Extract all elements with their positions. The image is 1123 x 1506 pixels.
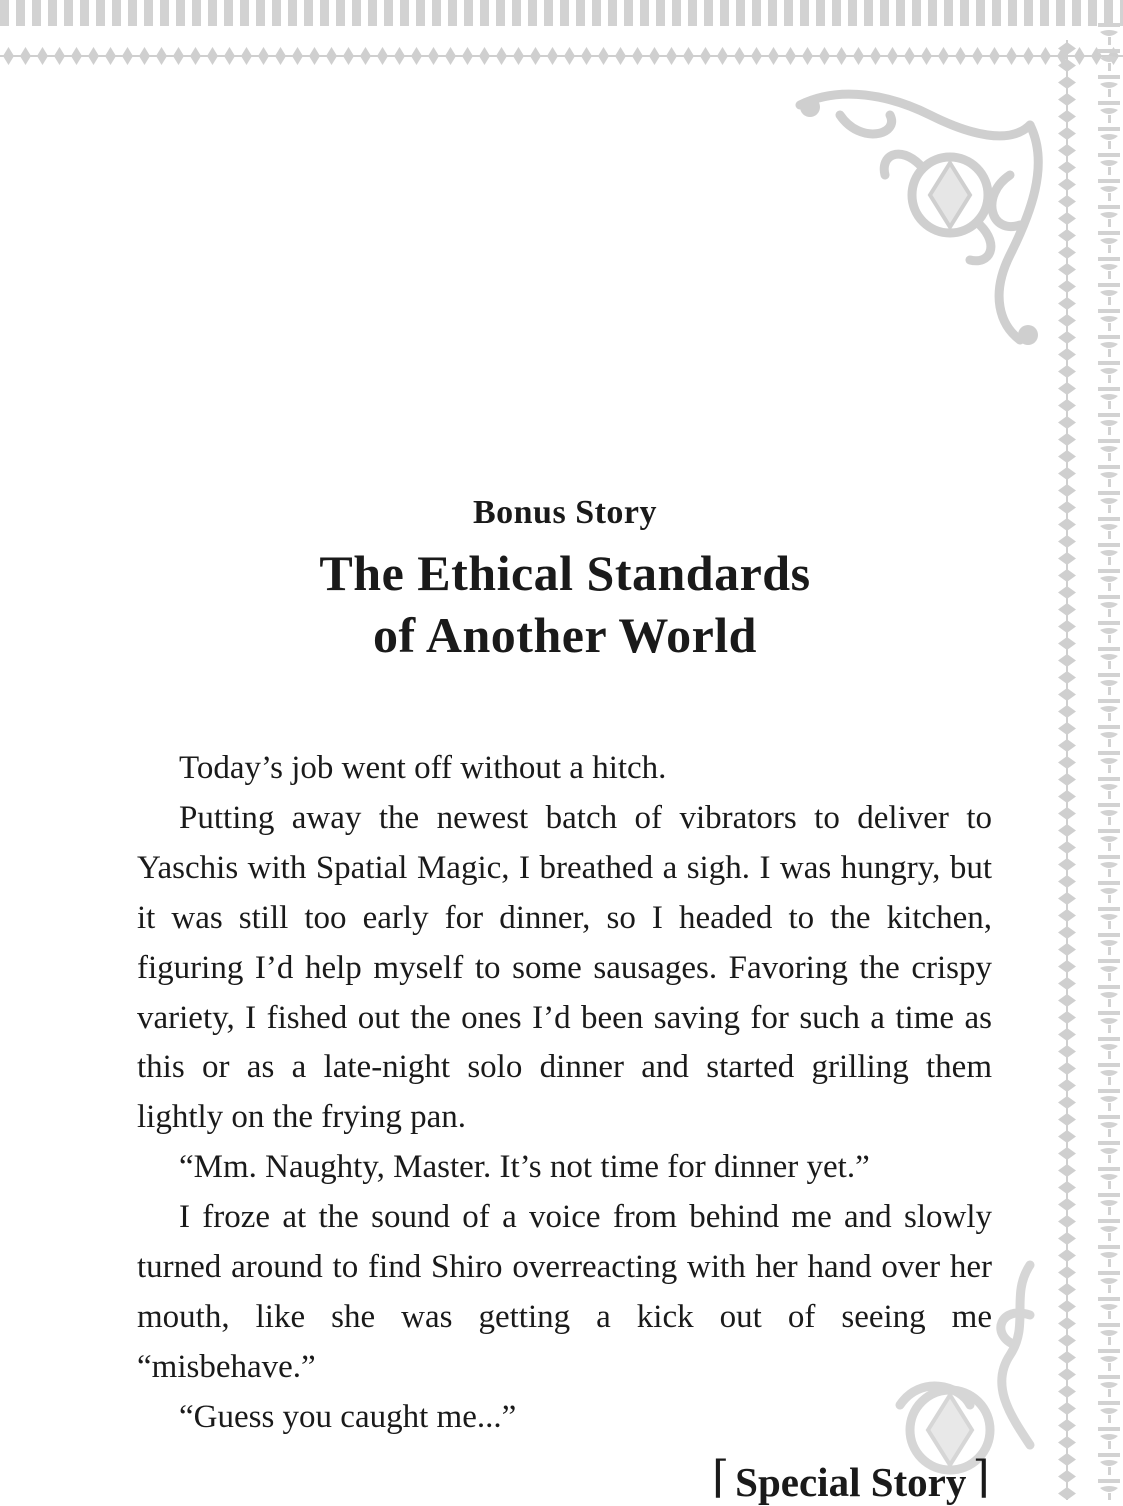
right-diamond-border: [1054, 40, 1080, 1500]
paragraph-1: Today’s job went off without a hitch.: [179, 750, 667, 786]
paragraph-2: Putting away the newest batch of vibrators to deliver to Yaschis with Spatial Magic, I breathed a sigh. I was hungry, but it was still too early for dinner, so I headed to the kitchen, figuring I’d help myself to some sausages. Favoring the crispy variety, I fished out the ones I’d been saving for such a time as this or as a late-night solo dinner and started grilling them lightly on the frying pan.: [137, 799, 992, 1136]
corner-flourish-ornament: [780, 85, 1050, 355]
top-diamond-border: [0, 44, 1123, 68]
right-ornate-stripe: [1096, 20, 1123, 1500]
running-head-text: Special Story: [735, 1459, 967, 1505]
chapter-title-line-2: of Another World: [373, 607, 757, 663]
bonus-story-label: Bonus Story: [472, 494, 658, 531]
story-body: [137, 744, 992, 1443]
running-head: [712, 1453, 990, 1506]
chapter-title-line-1: The Ethical Standards: [319, 545, 811, 601]
paragraph-4: I froze at the sound of a voice from behind me and slowly turned around to find Shiro overreacting with her hand over her mouth, like she was getting a kick out of seeing me “misbehave.”: [137, 1199, 992, 1385]
left-bracket-ornament: ⌈: [712, 1453, 730, 1502]
top-stripe-border: [0, 0, 1123, 26]
right-bracket-ornament: ⌉: [972, 1453, 990, 1502]
paragraph-5: “Guess you caught me...”: [179, 1398, 517, 1435]
paragraph-3: “Mm. Naughty, Master. It’s not time for dinner yet.”: [179, 1149, 870, 1186]
